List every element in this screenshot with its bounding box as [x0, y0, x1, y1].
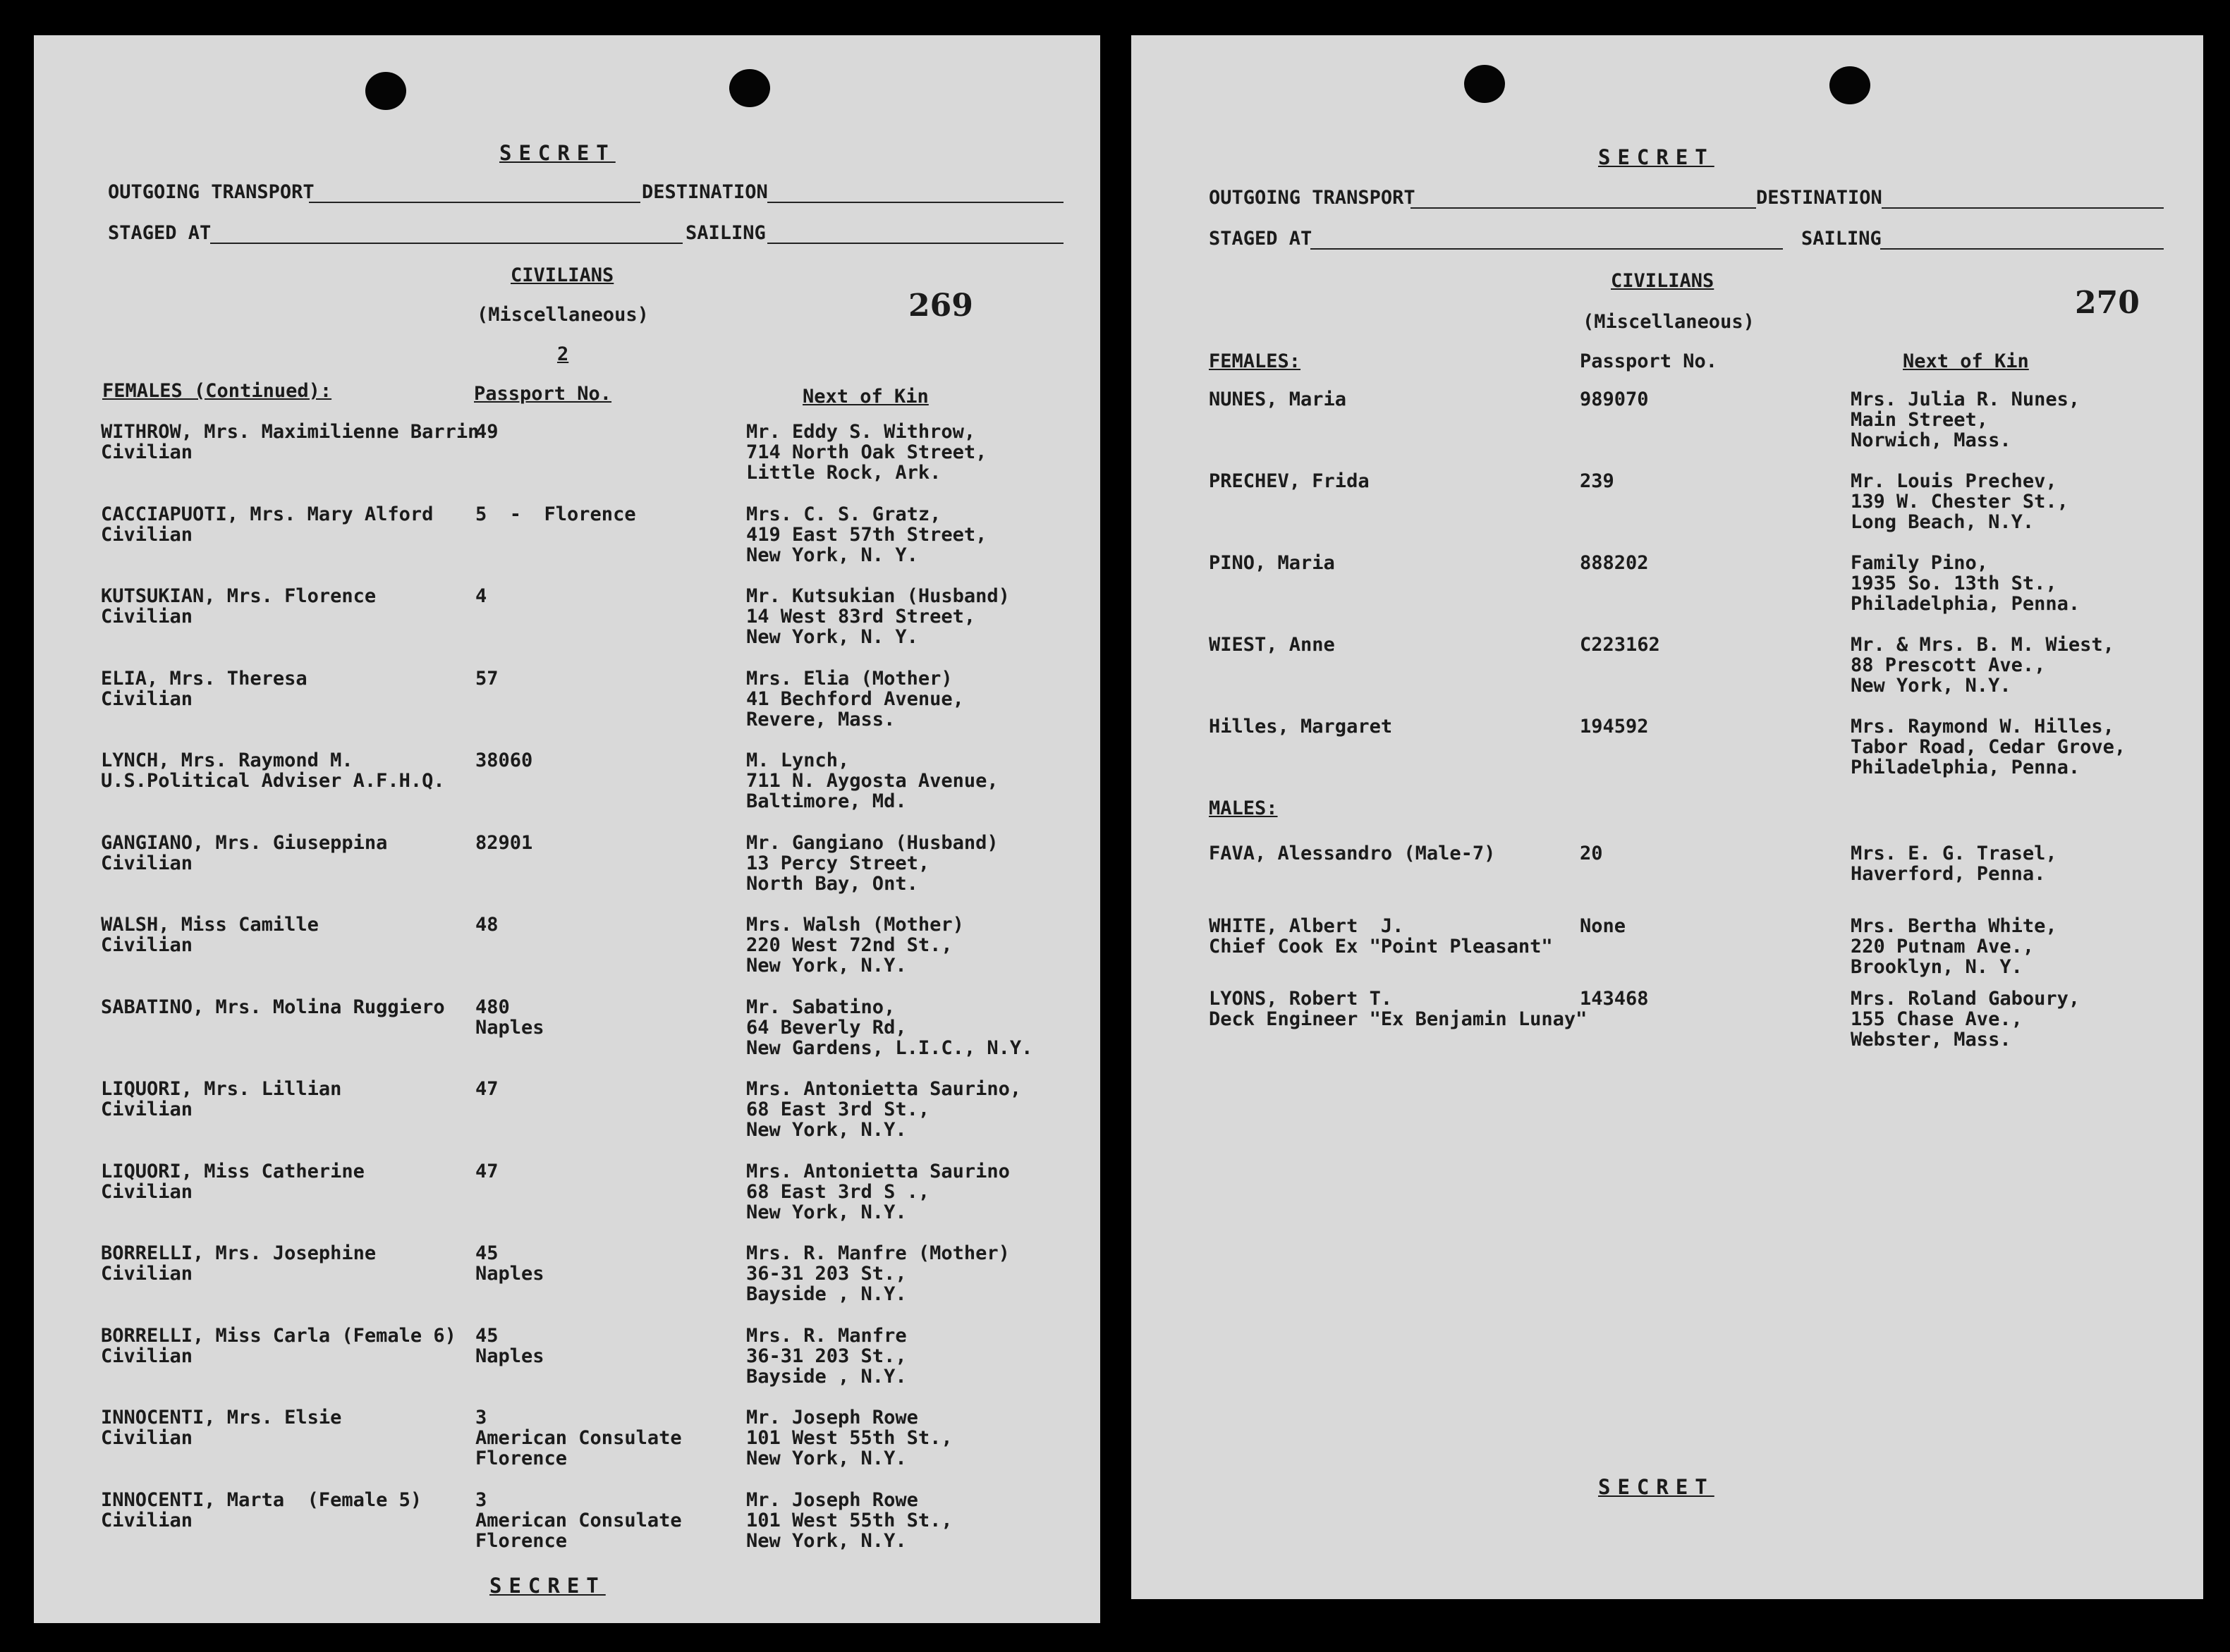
- next-of-kin-line: Norwich, Mass.: [1851, 429, 2011, 451]
- passenger-status: Civilian: [101, 523, 193, 546]
- next-of-kin-line: 14 West 83rd Street,: [746, 606, 976, 628]
- passenger-name: PRECHEV, Frida: [1209, 470, 1370, 492]
- passenger-name: BORRELLI, Miss Carla (Female 6): [101, 1324, 456, 1347]
- next-of-kin-line: 68 East 3rd St.,: [746, 1099, 930, 1120]
- passenger-status: Civilian: [101, 1345, 193, 1367]
- passenger-name: PINO, Maria: [1209, 552, 1335, 574]
- next-of-kin-line: Tabor Road, Cedar Grove,: [1851, 736, 2126, 758]
- next-of-kin-line: 1935 So. 13th St.,: [1851, 573, 2057, 594]
- next-of-kin-line: 220 Putnam Ave.,: [1851, 936, 2035, 957]
- next-of-kin-line: New York, N. Y.: [746, 544, 918, 566]
- next-of-kin: [1851, 843, 2057, 884]
- document-page-right: [1131, 35, 2203, 1599]
- next-of-kin-line: Mr. Joseph Rowe: [746, 1407, 918, 1428]
- next-of-kin-line: Bayside , N.Y.: [746, 1283, 907, 1305]
- passport-number: 239: [1580, 470, 1614, 492]
- page-number: 269: [908, 288, 973, 324]
- outgoing-transport-label: OUTGOING TRANSPORT: [108, 181, 315, 203]
- next-of-kin-line: Mrs. Raymond W. Hilles,: [1851, 716, 2114, 738]
- next-of-kin-line: Brooklyn, N. Y.: [1851, 956, 2023, 978]
- passenger-name: LYONS, Robert T.: [1209, 988, 1393, 1010]
- next-of-kin: [746, 914, 964, 976]
- sailing-field: [1880, 248, 2164, 250]
- next-of-kin-line: M. Lynch,: [746, 749, 850, 771]
- passport-issue-place: Naples: [475, 1263, 544, 1285]
- next-of-kin-line: Mrs. Antonietta Saurino: [746, 1160, 1010, 1182]
- passport-number: 888202: [1580, 552, 1649, 574]
- passenger-status: U.S.Political Adviser A.F.H.Q.: [101, 770, 445, 792]
- next-of-kin: [1851, 471, 2068, 532]
- next-of-kin-line: 13 Percy Street,: [746, 852, 930, 874]
- column-header-passport: Passport No.: [474, 383, 612, 405]
- passport-issue-place: American Consulate Florence: [475, 1509, 682, 1552]
- passenger-status: Deck Engineer "Ex Benjamin Lunay": [1209, 1008, 1588, 1030]
- classification-footer: SECRET: [1598, 1475, 1714, 1499]
- punch-hole: [1829, 66, 1870, 104]
- passenger-status: Civilian: [101, 1509, 193, 1531]
- passenger-name: ELIA, Mrs. Theresa: [101, 667, 307, 690]
- next-of-kin-line: Mrs. R. Manfre (Mother): [746, 1242, 1010, 1264]
- next-of-kin-line: Family Pino,: [1851, 552, 1989, 574]
- staged-at-label: STAGED AT: [108, 222, 212, 244]
- passport-number: None: [1580, 915, 1626, 937]
- next-of-kin-line: Mrs. Elia (Mother): [746, 667, 953, 690]
- punch-hole: [729, 69, 770, 107]
- outgoing-transport-field: [1410, 207, 1756, 209]
- next-of-kin: [746, 1079, 1021, 1140]
- passport-number: 57: [475, 667, 499, 690]
- next-of-kin-line: New York, N.Y.: [746, 1529, 907, 1552]
- outgoing-transport-field: [309, 202, 640, 203]
- next-of-kin-line: Mrs. Roland Gaboury,: [1851, 988, 2080, 1010]
- passenger-status: Chief Cook Ex "Point Pleasant": [1209, 936, 1553, 957]
- next-of-kin-line: Mr. Kutsukian (Husband): [746, 585, 1010, 607]
- next-of-kin: [1851, 916, 2057, 977]
- passport-number: 49: [475, 421, 499, 443]
- page-number: 270: [2075, 285, 2140, 321]
- next-of-kin-line: 64 Beverly Rd,: [746, 1016, 907, 1039]
- next-of-kin-line: 68 East 3rd S .,: [746, 1180, 930, 1203]
- next-of-kin-line: Mr. Joseph Rowe: [746, 1488, 918, 1511]
- passport-number: 3: [475, 1407, 487, 1428]
- next-of-kin: [746, 1243, 1010, 1304]
- staged-at-field: [1310, 248, 1783, 250]
- next-of-kin-line: 88 Prescott Ave.,: [1851, 654, 2046, 676]
- next-of-kin-line: Main Street,: [1851, 409, 1989, 431]
- next-of-kin: [1851, 716, 2126, 778]
- sailing-label: SAILING: [1801, 228, 1882, 250]
- passport-number: 20: [1580, 843, 1603, 864]
- column-header-passport: Passport No.: [1580, 350, 1718, 372]
- next-of-kin: [746, 833, 999, 894]
- next-of-kin-line: Mrs. Antonietta Saurino,: [746, 1078, 1022, 1100]
- next-of-kin: [746, 668, 964, 730]
- next-of-kin-line: 220 West 72nd St.,: [746, 934, 953, 956]
- next-of-kin-line: Mrs. C. S. Gratz,: [746, 503, 942, 525]
- passenger-status: Civilian: [101, 1427, 193, 1449]
- next-of-kin: [746, 422, 987, 483]
- next-of-kin-line: Haverford, Penna.: [1851, 863, 2046, 885]
- next-of-kin-line: 101 West 55th St.,: [746, 1509, 953, 1531]
- next-of-kin-line: Revere, Mass.: [746, 708, 896, 730]
- passenger-status: Civilian: [101, 1263, 193, 1285]
- passenger-name: WALSH, Miss Camille: [101, 914, 319, 936]
- passenger-name: BORRELLI, Mrs. Josephine: [101, 1242, 377, 1264]
- passport-number: 989070: [1580, 388, 1649, 410]
- passport-number: 5 - Florence: [475, 503, 636, 525]
- next-of-kin: [1851, 989, 2080, 1050]
- passenger-name: WITHROW, Mrs. Maximilienne Barrin: [101, 421, 480, 443]
- passenger-status: Civilian: [101, 1180, 193, 1203]
- next-of-kin: [746, 504, 987, 565]
- passenger-status: Civilian: [101, 441, 193, 463]
- next-of-kin-line: New Gardens, L.I.C., N.Y.: [746, 1036, 1033, 1059]
- category-subtitle: (Miscellaneous): [477, 304, 649, 326]
- passport-issue-place: American Consulate Florence: [475, 1427, 682, 1469]
- passenger-name: SABATINO, Mrs. Molina Ruggiero: [101, 996, 445, 1018]
- passenger-name: WIEST, Anne: [1209, 634, 1335, 656]
- next-of-kin-line: Mr. & Mrs. B. M. Wiest,: [1851, 634, 2114, 656]
- passenger-name: Hilles, Margaret: [1209, 716, 1393, 738]
- next-of-kin-line: North Bay, Ont.: [746, 872, 918, 895]
- column-header-next-of-kin: Next of Kin: [1903, 350, 2029, 372]
- passenger-name: LIQUORI, Mrs. Lillian: [101, 1078, 342, 1100]
- next-of-kin-line: 711 N. Aygosta Avenue,: [746, 770, 999, 792]
- passport-number: 48: [475, 914, 499, 936]
- next-of-kin-line: Mrs. R. Manfre: [746, 1324, 907, 1347]
- passport-number: 47: [475, 1078, 499, 1100]
- category-title: CIVILIANS: [511, 264, 614, 286]
- next-of-kin-line: 36-31 203 St.,: [746, 1345, 907, 1367]
- staged-at-label: STAGED AT: [1209, 228, 1312, 250]
- next-of-kin-line: New York, N.Y.: [1851, 675, 2011, 697]
- next-of-kin: [1851, 389, 2080, 451]
- passport-number: 38060: [475, 749, 533, 771]
- next-of-kin: [746, 997, 1032, 1058]
- next-of-kin-line: Mrs. Julia R. Nunes,: [1851, 388, 2080, 410]
- next-of-kin: [1851, 553, 2080, 614]
- next-of-kin: [1851, 635, 2114, 696]
- next-of-kin-line: Mr. Sabatino,: [746, 996, 896, 1018]
- next-of-kin: [746, 1407, 953, 1469]
- next-of-kin-line: Mr. Eddy S. Withrow,: [746, 421, 976, 443]
- passport-issue-place: Naples: [475, 1345, 544, 1367]
- next-of-kin-line: 714 North Oak Street,: [746, 441, 987, 463]
- column-header-next-of-kin: Next of Kin: [803, 386, 929, 408]
- sailing-field: [767, 243, 1064, 244]
- category-title: CIVILIANS: [1611, 270, 1714, 292]
- females-header: FEMALES:: [1209, 350, 1301, 372]
- classification-header: SECRET: [1598, 145, 1714, 169]
- next-of-kin-line: New York, N.Y.: [746, 1201, 907, 1223]
- next-of-kin-line: Mrs. E. G. Trasel,: [1851, 843, 2057, 864]
- passport-number: 194592: [1580, 716, 1649, 738]
- next-of-kin-line: 41 Bechford Avenue,: [746, 687, 964, 710]
- next-of-kin: [746, 1161, 1010, 1223]
- punch-hole: [365, 72, 406, 110]
- passenger-status: Civilian: [101, 1099, 193, 1120]
- passport-number: 3: [475, 1488, 487, 1511]
- destination-field: [767, 202, 1064, 203]
- next-of-kin-line: Little Rock, Ark.: [746, 462, 942, 484]
- next-of-kin-line: New York, N. Y.: [746, 626, 918, 648]
- passenger-name: FAVA, Alessandro (Male-7): [1209, 843, 1496, 864]
- passport-number: 4: [475, 585, 487, 607]
- passenger-name: LIQUORI, Miss Catherine: [101, 1160, 365, 1182]
- next-of-kin-line: Mr. Gangiano (Husband): [746, 831, 999, 854]
- next-of-kin-line: Mrs. Walsh (Mother): [746, 914, 964, 936]
- next-of-kin-line: Philadelphia, Penna.: [1851, 757, 2080, 778]
- sailing-label: SAILING: [686, 222, 766, 244]
- passenger-name: WHITE, Albert J.: [1209, 915, 1404, 937]
- next-of-kin-line: Bayside , N.Y.: [746, 1365, 907, 1388]
- destination-label: DESTINATION: [1756, 187, 1882, 209]
- destination-label: DESTINATION: [642, 181, 768, 203]
- passport-number: 47: [475, 1160, 499, 1182]
- category-subtitle: (Miscellaneous): [1583, 311, 1755, 333]
- passport-number: 45: [475, 1324, 499, 1347]
- males-header: MALES:: [1209, 797, 1278, 819]
- passenger-name: KUTSUKIAN, Mrs. Florence: [101, 585, 377, 607]
- passport-issue-place: Naples: [475, 1016, 544, 1039]
- next-of-kin-line: New York, N.Y.: [746, 1448, 907, 1469]
- next-of-kin-line: New York, N.Y.: [746, 1119, 907, 1141]
- next-of-kin-line: 101 West 55th St.,: [746, 1427, 953, 1449]
- passenger-name: INNOCENTI, Marta (Female 5): [101, 1488, 422, 1511]
- punch-hole: [1464, 65, 1505, 103]
- next-of-kin-line: 139 W. Chester St.,: [1851, 491, 2068, 513]
- passport-number: C223162: [1580, 634, 1660, 656]
- passenger-name: INNOCENTI, Mrs. Elsie: [101, 1407, 342, 1428]
- passenger-status: Civilian: [101, 606, 193, 628]
- document-page-left: [34, 35, 1100, 1623]
- passenger-status: Civilian: [101, 934, 193, 956]
- next-of-kin-line: Baltimore, Md.: [746, 790, 907, 812]
- section-header: FEMALES (Continued):: [102, 380, 332, 402]
- next-of-kin-line: Philadelphia, Penna.: [1851, 593, 2080, 615]
- passenger-status: Civilian: [101, 687, 193, 710]
- destination-field: [1882, 207, 2164, 209]
- passenger-name: NUNES, Maria: [1209, 388, 1347, 410]
- next-of-kin: [746, 750, 999, 812]
- passenger-status: Civilian: [101, 852, 193, 874]
- next-of-kin: [746, 1490, 953, 1551]
- next-of-kin-line: Webster, Mass.: [1851, 1029, 2011, 1051]
- next-of-kin-line: Long Beach, N.Y.: [1851, 511, 2035, 533]
- next-of-kin: [746, 586, 1010, 647]
- next-of-kin-line: 36-31 203 St.,: [746, 1263, 907, 1285]
- next-of-kin-line: Mrs. Bertha White,: [1851, 915, 2057, 937]
- next-of-kin-line: New York, N.Y.: [746, 955, 907, 977]
- classification-footer: SECRET: [489, 1574, 606, 1598]
- next-of-kin-line: Mr. Louis Prechev,: [1851, 470, 2057, 492]
- sheet-number: 2: [557, 343, 569, 365]
- next-of-kin-line: 155 Chase Ave.,: [1851, 1008, 2023, 1030]
- passport-number: 82901: [475, 831, 533, 854]
- classification-header: SECRET: [499, 141, 616, 165]
- outgoing-transport-label: OUTGOING TRANSPORT: [1209, 187, 1415, 209]
- passenger-name: GANGIANO, Mrs. Giuseppina: [101, 831, 388, 854]
- next-of-kin-line: 419 East 57th Street,: [746, 523, 987, 546]
- next-of-kin: [746, 1326, 907, 1387]
- passenger-name: CACCIAPUOTI, Mrs. Mary Alford: [101, 503, 434, 525]
- passport-number: 45: [475, 1242, 499, 1264]
- passenger-name: LYNCH, Mrs. Raymond M.: [101, 749, 353, 771]
- passport-number: 480: [475, 996, 510, 1018]
- staged-at-field: [210, 243, 683, 244]
- passport-number: 143468: [1580, 988, 1649, 1010]
